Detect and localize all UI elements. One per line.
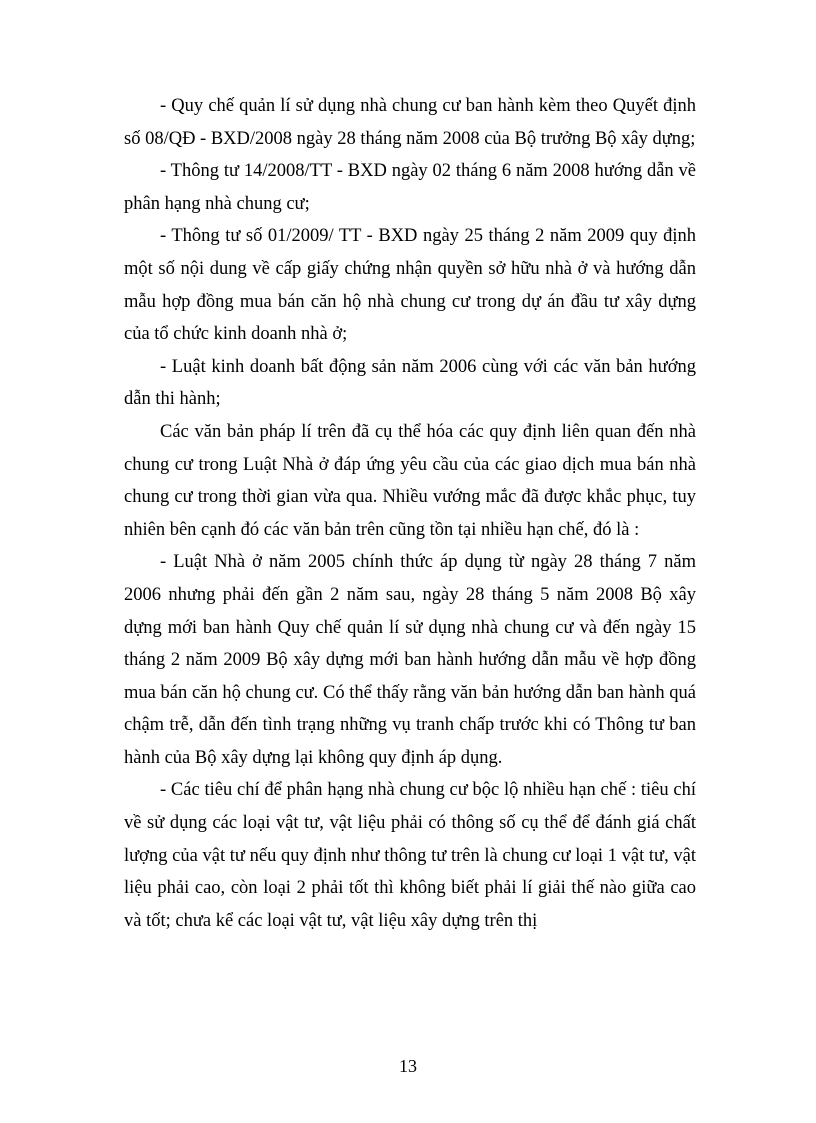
paragraph-regulation-08: - Quy chế quản lí sử dụng nhà chung cư ban hành kèm theo Quyết định số 08/QĐ - BXD/2008 ngày 28 tháng năm 2008 của Bộ trưởng Bộ xây dựng; <box>124 96 696 149</box>
paragraph-circular-14: - Thông tư 14/2008/TT - BXD ngày 02 tháng 6 năm 2008 hướng dẫn về phân hạng nhà chung cư; <box>124 161 696 214</box>
paragraph-housing-law-delay: - Luật Nhà ở năm 2005 chính thức áp dụng từ ngày 28 tháng 7 năm 2006 nhưng phải đến gần 2 năm sau, ngày 28 tháng 5 năm 2008 Bộ xây dựng mới ban hành Quy chế quản lí sử dụng nhà chung cư và đến ngày 15 tháng 2 năm 2009 Bộ xây dựng mới ban hành hướng dẫn mẫu về hợp đồng mua bán căn hộ chung cư. Có thể thấy rằng văn bản hướng dẫn ban hành quá chậm trễ, dẫn đến tình trạng những vụ tranh chấp trước khi có Thông tư ban hành của Bộ xây dựng lại không quy định áp dụng. <box>124 552 696 768</box>
paragraph-circular-01: - Thông tư số 01/2009/ TT - BXD ngày 25 tháng 2 năm 2009 quy định một số nội dung về cấp giấy chứng nhận quyền sở hữu nhà ở và hướng dẫn mẫu hợp đồng mua bán căn hộ nhà chung cư trong dự án đầu tư xây dựng của tổ chức kinh doanh nhà ở; <box>124 226 696 345</box>
paragraph-summary: Các văn bản pháp lí trên đã cụ thể hóa các quy định liên quan đến nhà chung cư trong Luật Nhà ở đáp ứng yêu cầu của các giao dịch mua bán nhà chung cư trong thời gian vừa qua. Nhiều vướng mắc đã được khắc phục, tuy nhiên bên cạnh đó các văn bản trên cũng tồn tại nhiều hạn chế, đó là : <box>124 421 696 540</box>
paragraph-classification-criteria: - Các tiêu chí để phân hạng nhà chung cư bộc lộ nhiều hạn chế : tiêu chí về sử dụng các loại vật tư, vật liệu phải có thông số cụ thể để đánh giá chất lượng của vật tư nếu quy định như thông tư trên là chung cư loại 1 vật tư, vật liệu phải cao, còn loại 2 phải tốt thì không biết phải lí giải thế nào giữa cao và tốt; chưa kể các loại vật tư, vật liệu xây dựng trên thị <box>124 780 696 931</box>
page-number: 13 <box>399 1056 417 1076</box>
body-text <box>124 90 696 937</box>
paragraph-real-estate-law: - Luật kinh doanh bất động sản năm 2006 cùng với các văn bản hướng dẫn thi hành; <box>124 356 696 410</box>
